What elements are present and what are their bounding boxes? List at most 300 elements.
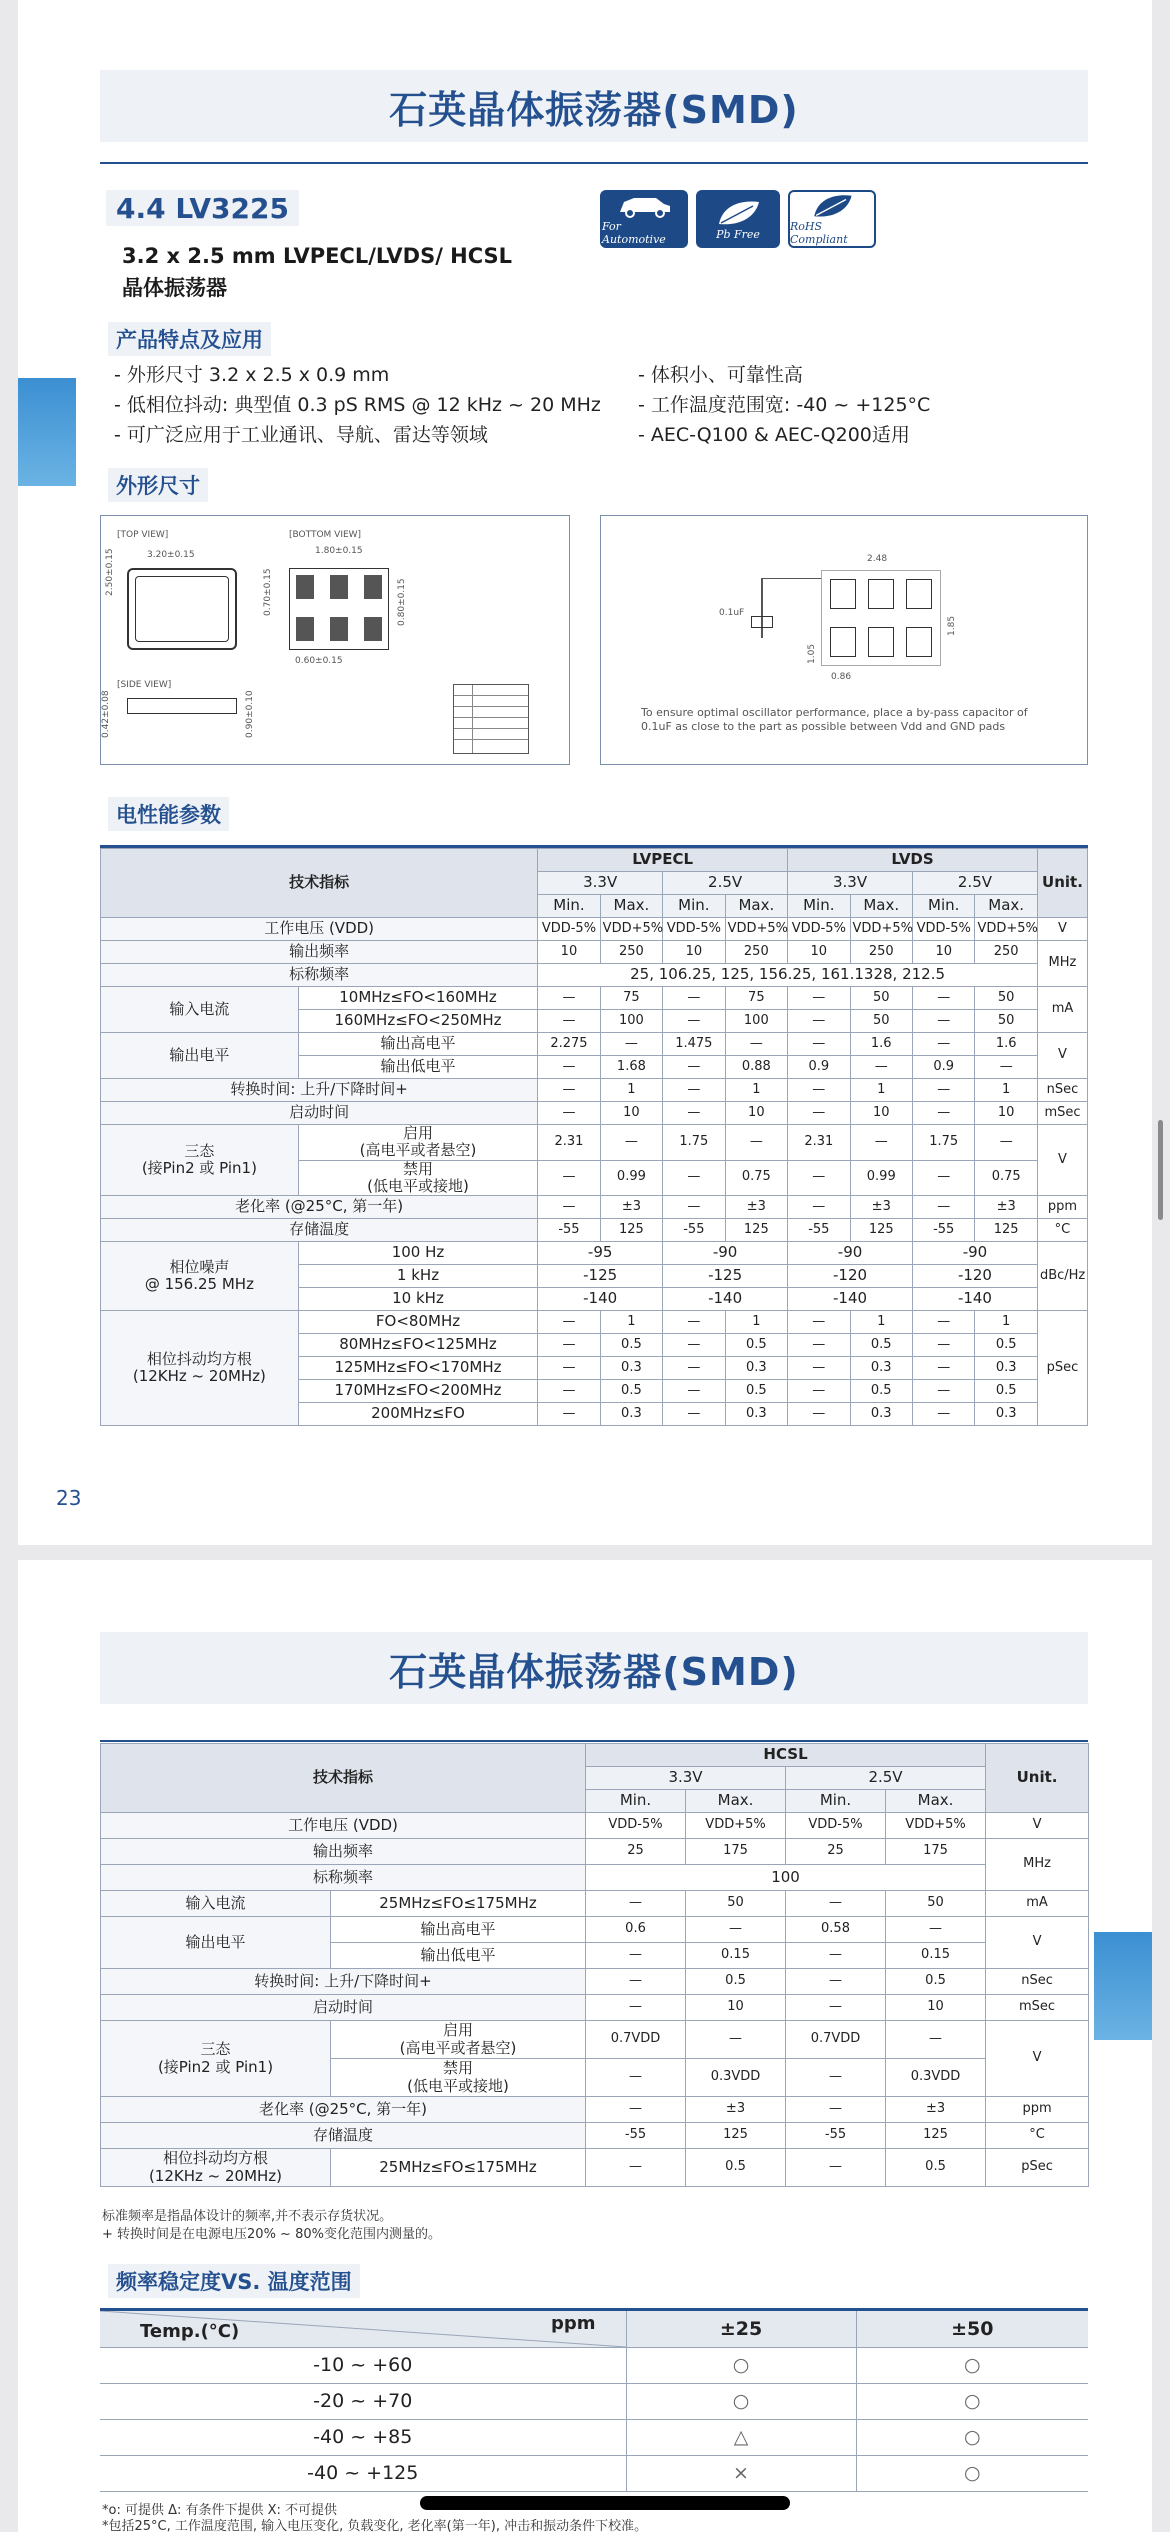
value-cell: — [912,1334,974,1357]
value-cell: 0.3 [850,1357,912,1380]
header-min: Min. [786,1790,886,1813]
pin-table [453,684,529,754]
value-cell: — [788,987,850,1010]
param-condition: 25MHz≤FO≤175MHz [331,1891,586,1917]
datasheet-page-23 [18,0,1152,1545]
param-label: 启动时间 [101,1102,538,1125]
value-cell: 50 [850,1010,912,1033]
value-cell: 10 [886,1995,986,2021]
value-cell: 0.6 [586,1917,686,1943]
unit-cell: nSec [1037,1079,1087,1102]
value-cell: 0.3VDD [886,2059,986,2097]
param-label: 标称频率 [101,964,538,987]
page-header [100,70,1088,142]
value-cell: 0.75 [725,1160,788,1196]
value-cell: 1.6 [975,1033,1038,1056]
value-cell: 250 [975,941,1038,964]
value-cell: — [788,1357,850,1380]
value-cell: 10 [788,941,850,964]
hcsl-spec-table [100,1743,1089,2187]
param-group-label: 相位抖动均方根 (12KHz ~ 20MHz) [101,2149,331,2187]
feature-item: - 外形尺寸 3.2 x 2.5 x 0.9 mm [114,364,390,386]
unit-cell: pSec [1037,1311,1087,1426]
value-cell: — [663,1196,725,1219]
value-cell: -140 [663,1288,788,1311]
param-condition: 禁用 (低电平或接地) [298,1160,537,1196]
ppm-axis-label: ppm [550,2313,596,2334]
value-cell: VDD-5% [586,1813,686,1839]
value-cell: 10 [686,1995,786,2021]
availability-pm25: △ [626,2419,856,2455]
value-cell: — [538,1380,600,1403]
unit-cell: dBc/Hz [1037,1242,1087,1311]
legend-note: *o: 可提供 Δ: 有条件下提供 X: 不可提供 [102,2503,338,2518]
value-cell: — [886,1917,986,1943]
param-label: 老化率 (@25°C, 第一年) [101,2097,586,2123]
header-lvds: LVDS [788,849,1038,872]
header-lvpecl: LVPECL [538,849,788,872]
value-cell: — [786,2059,886,2097]
scroll-indicator[interactable] [1158,1120,1163,1220]
value-cell: — [788,1079,850,1102]
value-cell: — [663,1056,725,1079]
param-condition: FO<80MHz [298,1311,537,1334]
value-cell: — [788,1160,850,1196]
value-cell: — [786,1995,886,2021]
dim-bottom-width: 1.80±0.15 [315,546,363,556]
value-cell: — [912,1403,974,1426]
value-cell: 0.3 [725,1357,788,1380]
value-cell: — [912,1160,974,1196]
param-condition: 125MHz≤FO<170MHz [298,1357,537,1380]
header-voltage: 3.3V [538,872,663,895]
value-cell: -125 [538,1265,663,1288]
top-view-label: [TOP VIEW] [117,530,169,540]
value-cell: — [538,1056,600,1079]
value-cell: -90 [788,1242,913,1265]
rohs-label: RoHS Compliant [790,220,848,246]
header-min: Min. [788,895,850,918]
value-span: 25, 106.25, 125, 156.25, 161.1328, 212.5 [538,964,1038,987]
value-cell: — [912,987,974,1010]
unit-cell: ppm [986,2097,1089,2123]
page-header [100,1632,1088,1704]
value-cell: — [538,1010,600,1033]
header-unit: Unit. [986,1744,1089,1813]
param-condition: 170MHz≤FO<200MHz [298,1380,537,1403]
value-cell: 10 [538,941,600,964]
param-condition: 10MHz≤FO<160MHz [298,987,537,1010]
value-cell: VDD-5% [786,1813,886,1839]
param-label: 存储温度 [101,1219,538,1242]
side-tab-marker [18,378,76,486]
value-cell: — [912,1079,974,1102]
value-cell: -120 [912,1265,1037,1288]
value-cell: -120 [788,1265,913,1288]
feature-item: - AEC-Q100 & AEC-Q200适用 [638,424,910,446]
param-label: 老化率 (@25°C, 第一年) [101,1196,538,1219]
value-cell: — [788,1033,850,1056]
value-cell: 50 [886,1891,986,1917]
features-right [638,360,930,450]
value-cell: — [538,1311,600,1334]
dim-pad-105: 1.05 [807,643,817,664]
header-rule [100,1740,1088,1742]
land-outline [821,570,941,666]
header-hcsl: HCSL [586,1744,986,1767]
header-max: Max. [725,895,788,918]
value-cell: 0.5 [686,2149,786,2187]
value-cell: — [912,1311,974,1334]
value-cell: 0.5 [850,1334,912,1357]
param-label: 工作电压 (VDD) [101,1813,586,1839]
value-cell: — [786,1943,886,1969]
dim-bottom-pitch: 0.60±0.15 [295,656,343,666]
unit-cell: V [986,2021,1089,2097]
value-cell: VDD+5% [600,918,662,941]
value-cell: — [663,1357,725,1380]
value-cell: — [663,1311,725,1334]
value-cell: — [538,1403,600,1426]
value-cell: — [663,1010,725,1033]
value-cell: 10 [600,1102,662,1125]
value-cell: — [786,2097,886,2123]
unit-cell: mA [986,1891,1089,1917]
value-cell: 0.88 [725,1056,788,1079]
value-cell: -140 [538,1288,663,1311]
param-group-label: 输出电平 [101,1917,331,1969]
param-condition: 启用 (高电平或者悬空) [331,2021,586,2059]
home-indicator[interactable] [420,2496,790,2510]
value-cell: VDD-5% [663,918,725,941]
value-cell: 1.475 [663,1033,725,1056]
dim-top-height: 2.50±0.15 [105,548,115,596]
value-cell: 10 [725,1102,788,1125]
dim-bottom-pad: 0.70±0.15 [263,568,273,616]
value-cell: 25 [786,1839,886,1865]
capacitor-label: 0.1uF [719,608,745,618]
availability-pm50: ○ [856,2455,1088,2491]
value-cell: VDD+5% [886,1813,986,1839]
param-condition: 禁用 (低电平或接地) [331,2059,586,2097]
value-cell: 1.6 [850,1033,912,1056]
value-cell: 125 [600,1219,662,1242]
dim-side-height: 0.90±0.10 [245,690,255,738]
param-label: 启动时间 [101,1995,586,2021]
unit-cell: MHz [1037,941,1087,987]
value-cell: VDD+5% [725,918,788,941]
value-cell: 0.3 [850,1403,912,1426]
param-condition: 80MHz≤FO<125MHz [298,1334,537,1357]
value-cell: -55 [586,2123,686,2149]
value-cell: 175 [686,1839,786,1865]
param-group-label: 三态 (接Pin2 或 Pin1) [101,1125,299,1196]
value-cell: 1 [600,1079,662,1102]
page-number: 23 [56,1486,82,1510]
bypass-note: To ensure optimal oscillator performance, place a by-pass capacitor of 0.1uF as close to the part as possible between Vdd and GND pads [641,706,1028,733]
value-cell: — [850,1056,912,1079]
availability-pm25: ○ [626,2347,856,2383]
temp-axis-label: Temp.(°C) [140,2321,240,2342]
features-heading: 产品特点及应用 [108,322,271,356]
value-cell: 1.68 [600,1056,662,1079]
value-cell: -90 [663,1242,788,1265]
unit-cell: nSec [986,1969,1089,1995]
side-tab-marker [1094,1932,1152,2040]
value-cell: — [975,1056,1038,1079]
unit-cell: mSec [986,1995,1089,2021]
param-label: 输出频率 [101,941,538,964]
param-condition: 输出高电平 [298,1033,537,1056]
value-cell: — [686,2021,786,2059]
value-cell: 10 [850,1102,912,1125]
value-cell: — [538,1357,600,1380]
feature-item: - 体积小、可靠性高 [638,364,803,386]
param-label: 标称频率 [101,1865,586,1891]
value-cell: 125 [886,2123,986,2149]
value-cell: — [538,987,600,1010]
temp-range-cell: -10 ~ +60 [100,2347,626,2383]
feature-item: - 低相位抖动: 典型值 0.3 pS RMS @ 12 kHz ~ 20 MHz [114,394,601,416]
temp-stability-table [100,2311,1088,2492]
header-parameter: 技术指标 [101,1744,586,1813]
value-cell: 10 [975,1102,1038,1125]
value-cell: 0.99 [600,1160,662,1196]
value-cell: 50 [975,1010,1038,1033]
side-view-outline [127,698,237,714]
value-cell: — [786,2149,886,2187]
value-cell: 0.7VDD [786,2021,886,2059]
value-cell: VDD+5% [850,918,912,941]
value-cell: — [788,1380,850,1403]
value-cell: 1 [975,1311,1038,1334]
param-condition: 启用 (高电平或者悬空) [298,1125,537,1161]
header-max: Max. [975,895,1038,918]
model-title-box [106,190,299,226]
value-cell: 100 [725,1010,788,1033]
value-cell: 1 [725,1079,788,1102]
value-cell: 0.3 [600,1357,662,1380]
value-cell: — [912,1033,974,1056]
value-cell: — [686,1917,786,1943]
param-group-label: 相位抖动均方根 (12KHz ~ 20MHz) [101,1311,299,1426]
value-cell: 175 [886,1839,986,1865]
header-unit: Unit. [1037,849,1087,918]
value-cell: ±3 [600,1196,662,1219]
param-label: 存储温度 [101,2123,586,2149]
value-cell: 50 [850,987,912,1010]
rohs-badge [788,190,876,248]
value-cell: 2.275 [538,1033,600,1056]
lvpecl-lvds-spec-table [100,848,1088,1426]
value-cell: 0.5 [725,1334,788,1357]
value-cell: 125 [850,1219,912,1242]
value-cell: — [663,1079,725,1102]
note-transition-time: + 转换时间是在电源电压20% ~ 80%变化范围内测量的。 [102,2227,441,2242]
availability-pm25: × [626,2455,856,2491]
param-label: 工作电压 (VDD) [101,918,538,941]
value-cell: — [912,1196,974,1219]
dimension-drawing [100,515,570,765]
unit-cell: °C [986,2123,1089,2149]
value-cell: -55 [663,1219,725,1242]
header-max: Max. [600,895,662,918]
value-cell: 250 [725,941,788,964]
availability-pm25: ○ [626,2383,856,2419]
value-cell: — [538,1102,600,1125]
value-cell: 0.5 [975,1380,1038,1403]
value-cell: -55 [912,1219,974,1242]
value-cell: 125 [725,1219,788,1242]
dim-top-width: 3.20±0.15 [147,550,195,560]
value-cell: VDD-5% [912,918,974,941]
value-cell: -90 [912,1242,1037,1265]
dim-pad-248: 2.48 [867,554,888,564]
automotive-badge-label: For Automotive [602,220,666,246]
bottom-view-outline [289,568,389,650]
value-cell: — [586,2149,686,2187]
unit-cell: mSec [1037,1102,1087,1125]
header-voltage: 3.3V [586,1767,786,1790]
value-cell: — [912,1010,974,1033]
param-group-label: 输入电流 [101,987,299,1033]
temp-range-cell: -40 ~ +125 [100,2455,626,2491]
bottom-view-label: [BOTTOM VIEW] [289,530,362,540]
value-cell: VDD+5% [686,1813,786,1839]
header-min: Min. [912,895,974,918]
unit-cell: ppm [1037,1196,1087,1219]
dim-bottom-side: 0.80±0.15 [397,578,407,626]
value-cell: — [538,1196,600,1219]
value-cell: 0.3 [725,1403,788,1426]
value-cell: 10 [663,941,725,964]
value-cell: 0.3VDD [686,2059,786,2097]
value-cell: 50 [686,1891,786,1917]
value-cell: 0.5 [975,1334,1038,1357]
value-cell: VDD-5% [538,918,600,941]
header-rule [100,162,1088,164]
param-condition: 输出低电平 [298,1056,537,1079]
value-cell: 125 [686,2123,786,2149]
value-cell: — [850,1125,912,1161]
value-cell: ±3 [725,1196,788,1219]
value-cell: ±3 [850,1196,912,1219]
value-cell: 75 [725,987,788,1010]
value-cell: VDD-5% [788,918,850,941]
value-span: 100 [586,1865,986,1891]
value-cell: 75 [600,987,662,1010]
param-condition: 10 kHz [298,1288,537,1311]
temp-range-cell: -20 ~ +70 [100,2383,626,2419]
value-cell: — [663,1403,725,1426]
value-cell: — [912,1380,974,1403]
value-cell: 1.75 [912,1125,974,1161]
col-pm25: ±25 [626,2311,856,2347]
value-cell: 0.5 [850,1380,912,1403]
header-max: Max. [686,1790,786,1813]
param-condition: 输出高电平 [331,1917,586,1943]
value-cell: 0.15 [686,1943,786,1969]
availability-pm50: ○ [856,2347,1088,2383]
pb-free-label: Pb Free [716,227,760,241]
value-cell: — [912,1357,974,1380]
feature-item: - 工作温度范围宽: -40 ~ +125°C [638,394,931,416]
subtitle-line-1: 3.2 x 2.5 mm LVPECL/LVDS/ HCSL [122,244,513,268]
value-cell: 1.75 [663,1125,725,1161]
value-cell: — [663,987,725,1010]
unit-cell: MHz [986,1839,1089,1891]
outline-heading: 外形尺寸 [108,468,208,502]
value-cell: — [886,2021,986,2059]
model-title: 4.4 LV3225 [116,191,289,225]
value-cell: 0.15 [886,1943,986,1969]
value-cell: — [786,1891,886,1917]
unit-cell: V [1037,1033,1087,1079]
value-cell: 1 [600,1311,662,1334]
land-pattern-drawing [600,515,1088,765]
value-cell: — [586,1969,686,1995]
car-icon [614,192,674,220]
value-cell: 1 [975,1079,1038,1102]
param-group-label: 相位噪声 @ 156.25 MHz [101,1242,299,1311]
value-cell: — [538,1079,600,1102]
unit-cell: pSec [986,2149,1089,2187]
param-label: 转换时间: 上升/下降时间+ [101,1079,538,1102]
subtitle-line-2: 晶体振荡器 [122,276,227,300]
availability-pm50: ○ [856,2419,1088,2455]
datasheet-page-24 [18,1560,1152,2532]
top-view-outline [127,568,237,650]
automotive-badge [600,190,688,248]
value-cell: 0.3 [975,1357,1038,1380]
value-cell: — [586,1995,686,2021]
param-condition: 160MHz≤FO<250MHz [298,1010,537,1033]
value-cell: 0.99 [850,1160,912,1196]
unit-cell: V [1037,918,1087,941]
features-left [114,360,601,450]
dim-pad-185: 1.85 [947,615,957,636]
param-group-label: 三态 (接Pin2 或 Pin1) [101,2021,331,2097]
header-min: Min. [586,1790,686,1813]
value-cell: 250 [850,941,912,964]
unit-cell: V [1037,1125,1087,1196]
unit-cell: °C [1037,1219,1087,1242]
value-cell: 2.31 [538,1125,600,1161]
value-cell: 0.5 [886,2149,986,2187]
value-cell: — [538,1160,600,1196]
value-cell: 0.58 [786,1917,886,1943]
value-cell: 1 [850,1311,912,1334]
value-cell: 50 [975,987,1038,1010]
value-cell: — [975,1125,1038,1161]
value-cell: — [586,2059,686,2097]
value-cell: 0.75 [975,1160,1038,1196]
header-min: Min. [538,895,600,918]
header-max: Max. [886,1790,986,1813]
value-cell: VDD+5% [975,918,1038,941]
value-cell: — [586,1943,686,1969]
value-cell: -95 [538,1242,663,1265]
param-condition: 1 kHz [298,1265,537,1288]
value-cell: -55 [538,1219,600,1242]
value-cell: ±3 [686,2097,786,2123]
page-title: 石英晶体振荡器(SMD) [389,1649,799,1694]
header-voltage: 2.5V [786,1767,986,1790]
value-cell: 250 [600,941,662,964]
value-cell: — [538,1334,600,1357]
leaf-icon [713,198,763,228]
dim-pad-086: 0.86 [831,672,852,682]
